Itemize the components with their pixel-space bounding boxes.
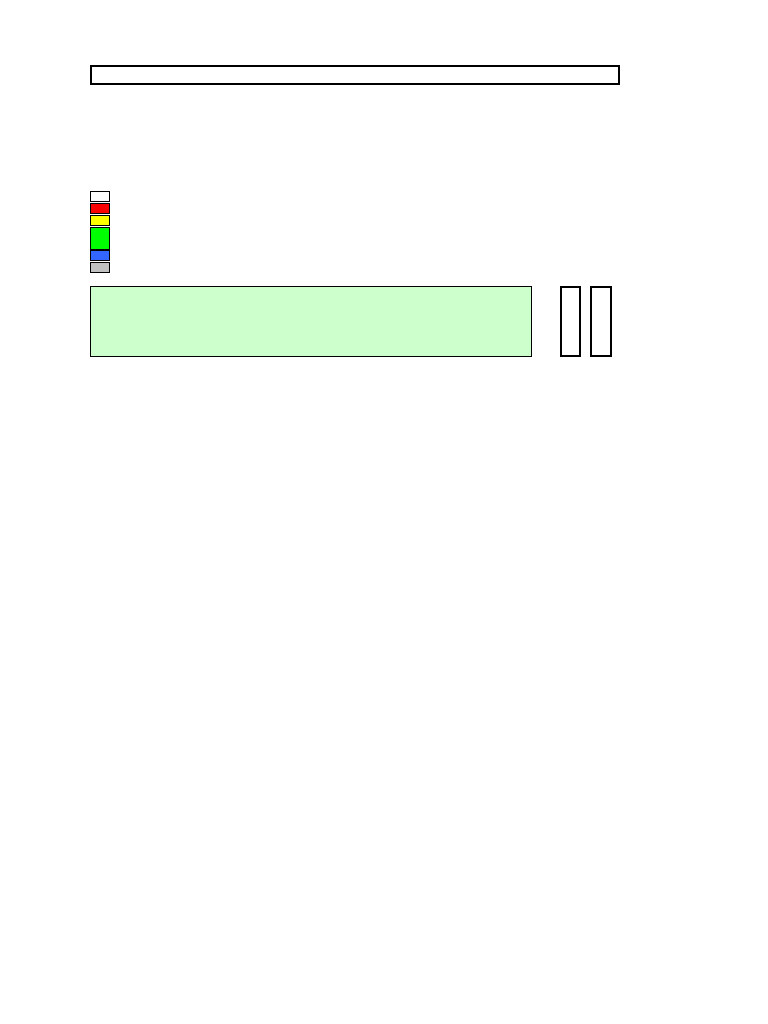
- std-column-header: [560, 286, 581, 357]
- document-title-box: [90, 65, 620, 85]
- legend-swatch-0: [90, 191, 110, 202]
- legend-swatch-3: [90, 227, 110, 250]
- matrix-header: [90, 286, 532, 357]
- legend-swatch-1: [90, 203, 110, 214]
- eval-column-header: [590, 286, 612, 357]
- legend-swatch-4: [90, 250, 110, 261]
- legend-swatch-na: [90, 262, 110, 273]
- legend-swatch-2: [90, 215, 110, 226]
